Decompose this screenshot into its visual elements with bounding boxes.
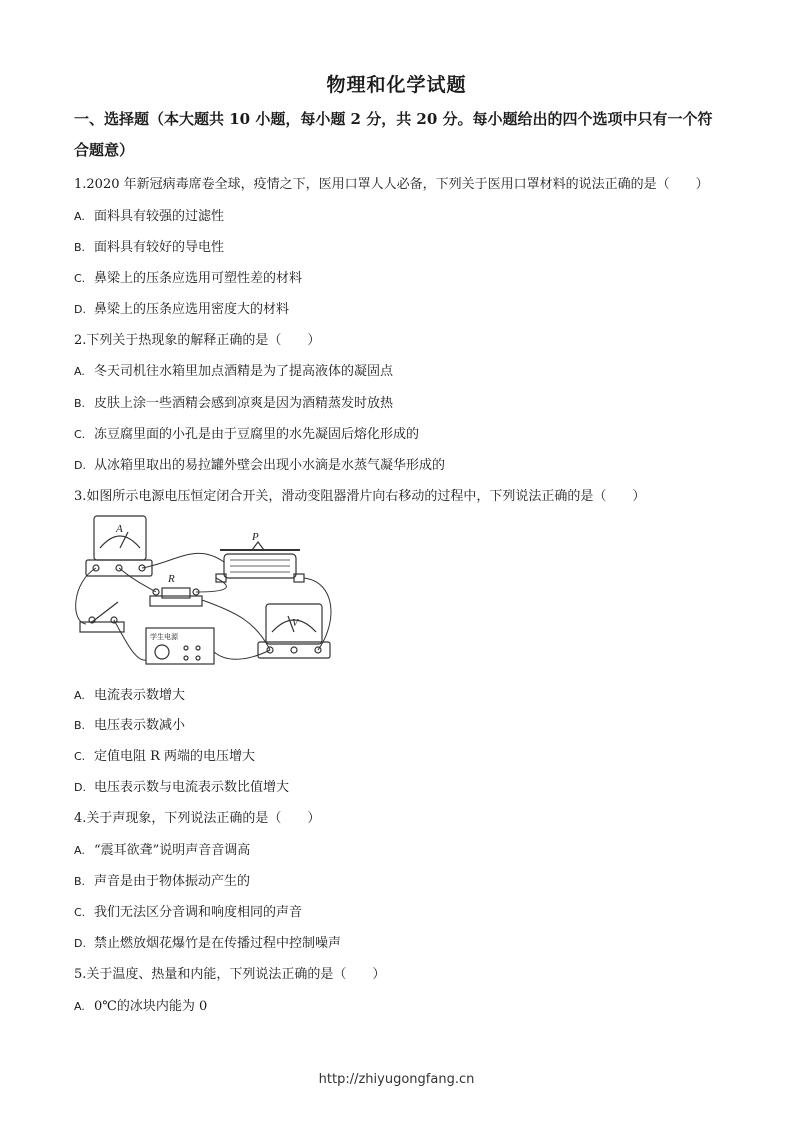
option-text: 冻豆腐里面的小孔是由于豆腐里的水先凝固后熔化形成的 (94, 427, 420, 442)
question-3-option-c (74, 745, 255, 764)
circuit-figure (66, 512, 338, 672)
power-supply-label: 学生电源 (150, 633, 178, 641)
option-letter: A. (74, 844, 85, 857)
question-1-option-d (74, 298, 289, 317)
option-text: 电压表示数减小 (94, 718, 186, 733)
option-text: 鼻梁上的压条应选用可塑性差的材料 (94, 271, 303, 286)
question-4-stem: 4.关于声现象，下列说法正确的是（ ） (74, 811, 321, 826)
switch-icon (80, 602, 124, 632)
option-text: 我们无法区分音调和响度相同的声音 (94, 905, 303, 920)
option-letter: B. (74, 719, 86, 732)
option-letter: B. (74, 397, 86, 410)
option-text: 禁止燃放烟花爆竹是在传播过程中控制噪声 (94, 936, 342, 951)
question-3-option-a (74, 684, 185, 703)
question-1-option-b (74, 236, 224, 255)
question-3-option-b (74, 714, 185, 733)
question-5-option-a (74, 995, 207, 1014)
option-letter: A. (74, 689, 85, 702)
voltmeter-label: V (292, 618, 299, 629)
option-letter: C. (74, 428, 86, 441)
option-text: 从冰箱里取出的易拉罐外壁会出现小水滴是水蒸气凝华形成的 (94, 458, 446, 473)
option-letter: D. (74, 781, 86, 794)
question-2-stem: 2.下列关于热现象的解释正确的是（ ） (74, 333, 321, 348)
question-5-stem: 5.关于温度、热量和内能，下列说法正确的是（ ） (74, 967, 386, 982)
question-2-option-a (74, 360, 393, 379)
option-letter: A. (74, 365, 85, 378)
option-letter: B. (74, 875, 86, 888)
voltmeter-icon (258, 604, 330, 658)
question-2-option-c (74, 423, 419, 442)
option-text: 冬天司机往水箱里加点酒精是为了提高液体的凝固点 (94, 364, 394, 379)
option-letter: B. (74, 241, 86, 254)
slider-label: P (252, 531, 259, 543)
question-4-option-c (74, 901, 302, 920)
rheostat-icon (216, 542, 304, 582)
section-heading: 一、选择题（本大题共 10 小题，每小题 2 分，共 20 分。每小题给出的四个选项中只有一个符合题意） (74, 110, 713, 159)
question-1-option-a (74, 205, 224, 224)
option-text: 鼻梁上的压条应选用密度大的材料 (94, 302, 290, 317)
option-text: 定值电阻 R 两端的电压增大 (94, 749, 256, 764)
option-text: 电流表示数增大 (94, 688, 186, 703)
question-3-option-d (74, 776, 289, 795)
option-text: 电压表示数与电流表示数比值增大 (94, 780, 290, 795)
resistor-label: R (168, 573, 175, 585)
option-letter: D. (74, 303, 86, 316)
question-1-stem: 1.2020 年新冠病毒席卷全球，疫情之下，医用口罩人人必备，下列关于医用口罩材料的说法正确的是（ ） (74, 177, 709, 192)
option-text: 面料具有较强的过滤性 (94, 209, 225, 224)
option-letter: A. (74, 210, 85, 223)
option-text: 面料具有较好的导电性 (94, 240, 225, 255)
question-2-option-b (74, 392, 393, 411)
option-text: 皮肤上涂一些酒精会感到凉爽是因为酒精蒸发时放热 (94, 396, 394, 411)
question-3-stem: 3.如图所示电源电压恒定闭合开关，滑动变阻器滑片向右移动的过程中，下列说法正确的是（ ） (74, 489, 646, 504)
option-letter: C. (74, 906, 86, 919)
option-letter: D. (74, 459, 86, 472)
option-text: 0℃的冰块内能为 0 (94, 999, 208, 1014)
option-letter: C. (74, 750, 86, 763)
option-letter: C. (74, 272, 86, 285)
question-4-option-b (74, 870, 250, 889)
page-title: 物理和化学试题 (326, 74, 467, 96)
option-letter: A. (74, 1000, 85, 1013)
ammeter-label: A (116, 523, 123, 535)
footer-url[interactable]: http://zhiyugongfang.cn (318, 1072, 475, 1087)
question-1-option-c (74, 267, 302, 286)
option-text: “震耳欲聋”说明声音音调高 (94, 843, 251, 858)
question-2-option-d (74, 454, 445, 473)
option-text: 声音是由于物体振动产生的 (94, 874, 251, 889)
resistor-icon (150, 588, 202, 606)
question-4-option-a (74, 839, 250, 858)
option-letter: D. (74, 937, 86, 950)
question-4-option-d (74, 932, 341, 951)
